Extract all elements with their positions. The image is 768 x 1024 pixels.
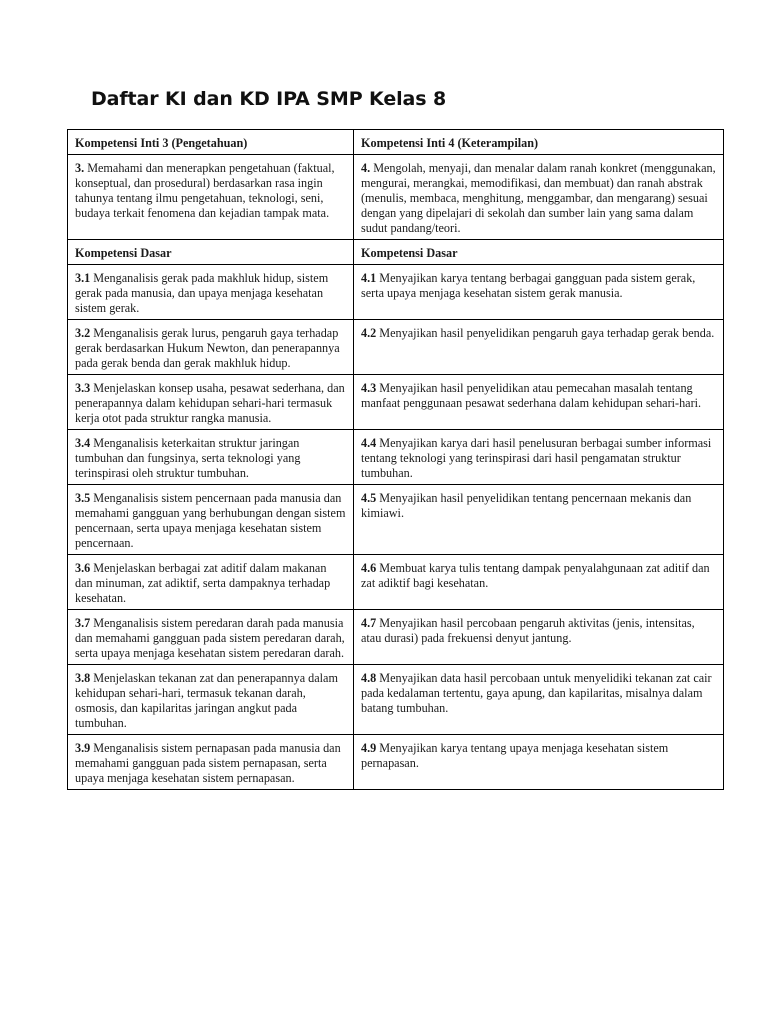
kd3-number: 3.5	[75, 491, 91, 505]
kd3-cell	[68, 320, 354, 375]
kd4-number: 4.4	[361, 436, 377, 450]
kd3-text: Menjelaskan berbagai zat aditif dalam makanan dan minuman, zat adiktif, serta dampaknya terhadap kesehatan.	[75, 561, 331, 605]
kd4-number: 4.9	[361, 741, 377, 755]
kd3-text: Menjelaskan konsep usaha, pesawat sederhana, dan penerapannya dalam kehidupan sehari-hari termasuk kerja otot pada struktur rangka manusia.	[75, 381, 345, 425]
kd4-text: Menyajikan hasil percobaan pengaruh aktivitas (jenis, intensitas, atau durasi) pada frekuensi denyut jantung.	[361, 616, 695, 645]
kd4-cell	[354, 610, 724, 665]
kd4-number: 4.2	[361, 326, 377, 340]
kd4-cell	[354, 430, 724, 485]
ki4-cell	[354, 155, 724, 240]
kd3-cell	[68, 610, 354, 665]
kd3-cell	[68, 665, 354, 735]
page-title: Daftar KI dan KD IPA SMP Kelas 8	[91, 88, 447, 110]
ki-row	[68, 155, 724, 240]
kd3-number: 3.4	[75, 436, 91, 450]
kd4-text: Menyajikan karya tentang upaya menjaga kesehatan sistem pernapasan.	[361, 741, 669, 770]
kd3-cell	[68, 485, 354, 555]
kd3-number: 3.8	[75, 671, 91, 685]
kd4-number: 4.6	[361, 561, 377, 575]
kd4-number: 4.8	[361, 671, 377, 685]
ki-header-row	[68, 130, 724, 155]
kd3-number: 3.2	[75, 326, 91, 340]
kd4-number: 4.3	[361, 381, 377, 395]
table-row	[68, 665, 724, 735]
ki-kd-table	[67, 129, 724, 790]
kd4-text: Menyajikan hasil penyelidikan tentang pencernaan mekanis dan kimiawi.	[361, 491, 692, 520]
kd3-number: 3.6	[75, 561, 91, 575]
kd3-cell	[68, 265, 354, 320]
kd4-cell	[354, 375, 724, 430]
kd-header-left: Kompetensi Dasar	[68, 240, 354, 265]
kd4-cell	[354, 555, 724, 610]
kd3-cell	[68, 735, 354, 790]
ki3-header: Kompetensi Inti 3 (Pengetahuan)	[68, 130, 354, 155]
kd-header-row	[68, 240, 724, 265]
kd4-text: Menyajikan karya tentang berbagai gangguan pada sistem gerak, serta upaya menjaga kesehatan sistem gerak manusia.	[361, 271, 696, 300]
ki4-number: 4.	[361, 161, 371, 175]
ki3-number: 3.	[75, 161, 85, 175]
table-row	[68, 485, 724, 555]
table-row	[68, 375, 724, 430]
ki4-header: Kompetensi Inti 4 (Keterampilan)	[354, 130, 724, 155]
kd3-cell	[68, 430, 354, 485]
kd4-text: Menyajikan hasil penyelidikan atau pemecahan masalah tentang manfaat penggunaan pesawat sederhana dalam kehidupan sehari-hari.	[361, 381, 702, 410]
kd3-text: Menganalisis sistem pencernaan pada manusia dan memahami gangguan yang berhubungan dengan sistem pencernaan, serta upaya menjaga kesehatan sistem pencernaan.	[75, 491, 346, 550]
kd4-cell	[354, 265, 724, 320]
kd4-text: Membuat karya tulis tentang dampak penyalahgunaan zat aditif dan zat adiktif bagi kesehatan.	[361, 561, 710, 590]
kd3-text: Menganalisis sistem peredaran darah pada manusia dan memahami gangguan pada sistem peredaran darah, serta upaya menjaga kesehatan sistem peredaran darah.	[75, 616, 345, 660]
kd3-text: Menganalisis gerak pada makhluk hidup, sistem gerak pada manusia, dan upaya menjaga kesehatan sistem gerak.	[75, 271, 329, 315]
kd4-cell	[354, 485, 724, 555]
kd3-cell	[68, 555, 354, 610]
kd4-cell	[354, 735, 724, 790]
table-row	[68, 430, 724, 485]
table-row	[68, 610, 724, 665]
ki3-text: Memahami dan menerapkan pengetahuan (faktual, konseptual, dan prosedural) berdasarkan rasa ingin tahunya tentang ilmu pengetahuan, teknologi, seni, budaya terkait fenomena dan kejadian tampak mata.	[75, 161, 335, 220]
kd3-text: Menganalisis keterkaitan struktur jaringan tumbuhan dan fungsinya, serta teknologi yang terinspirasi oleh struktur tumbuhan.	[75, 436, 301, 480]
kd3-number: 3.9	[75, 741, 91, 755]
kd3-text: Menjelaskan tekanan zat dan penerapannya dalam kehidupan sehari-hari, termasuk tekanan darah, osmosis, dan kapilaritas jaringan angkut pada tumbuhan.	[75, 671, 338, 730]
kd4-number: 4.5	[361, 491, 377, 505]
table-row	[68, 735, 724, 790]
kd4-cell	[354, 320, 724, 375]
ki3-cell	[68, 155, 354, 240]
kd3-number: 3.3	[75, 381, 91, 395]
kd3-text: Menganalisis sistem pernapasan pada manusia dan memahami gangguan pada sistem pernapasan, serta upaya menjaga kesehatan sistem pernapasan.	[75, 741, 341, 785]
kd3-cell	[68, 375, 354, 430]
kd4-cell	[354, 665, 724, 735]
kd4-text: Menyajikan karya dari hasil penelusuran berbagai sumber informasi tentang teknologi yang terinspirasi dari hasil pengamatan struktur tumbuhan.	[361, 436, 712, 480]
kd3-number: 3.7	[75, 616, 91, 630]
kd4-number: 4.7	[361, 616, 377, 630]
ki4-text: Mengolah, menyaji, dan menalar dalam ranah konkret (menggunakan, mengurai, merangkai, memodifikasi, dan membuat) dan ranah abstrak (menulis, membaca, menghitung, menggambar, dan mengarang) sesuai dengan yang dipelajari di sekolah dan sumber lain yang sama dalam sudut pandang/teori.	[361, 161, 716, 235]
kd4-text: Menyajikan hasil penyelidikan pengaruh gaya terhadap gerak benda.	[376, 326, 715, 340]
kd3-text: Menganalisis gerak lurus, pengaruh gaya terhadap gerak berdasarkan Hukum Newton, dan penerapannya pada gerak benda dan gerak makhluk hidup.	[75, 326, 340, 370]
kd3-number: 3.1	[75, 271, 91, 285]
kd4-number: 4.1	[361, 271, 377, 285]
table-row	[68, 555, 724, 610]
table-row	[68, 320, 724, 375]
kd4-text: Menyajikan data hasil percobaan untuk menyelidiki tekanan zat cair pada kedalaman tertentu, gaya apung, dan kapilaritas, misalnya dalam batang tumbuhan.	[361, 671, 712, 715]
kd-header-right: Kompetensi Dasar	[354, 240, 724, 265]
table-row	[68, 265, 724, 320]
